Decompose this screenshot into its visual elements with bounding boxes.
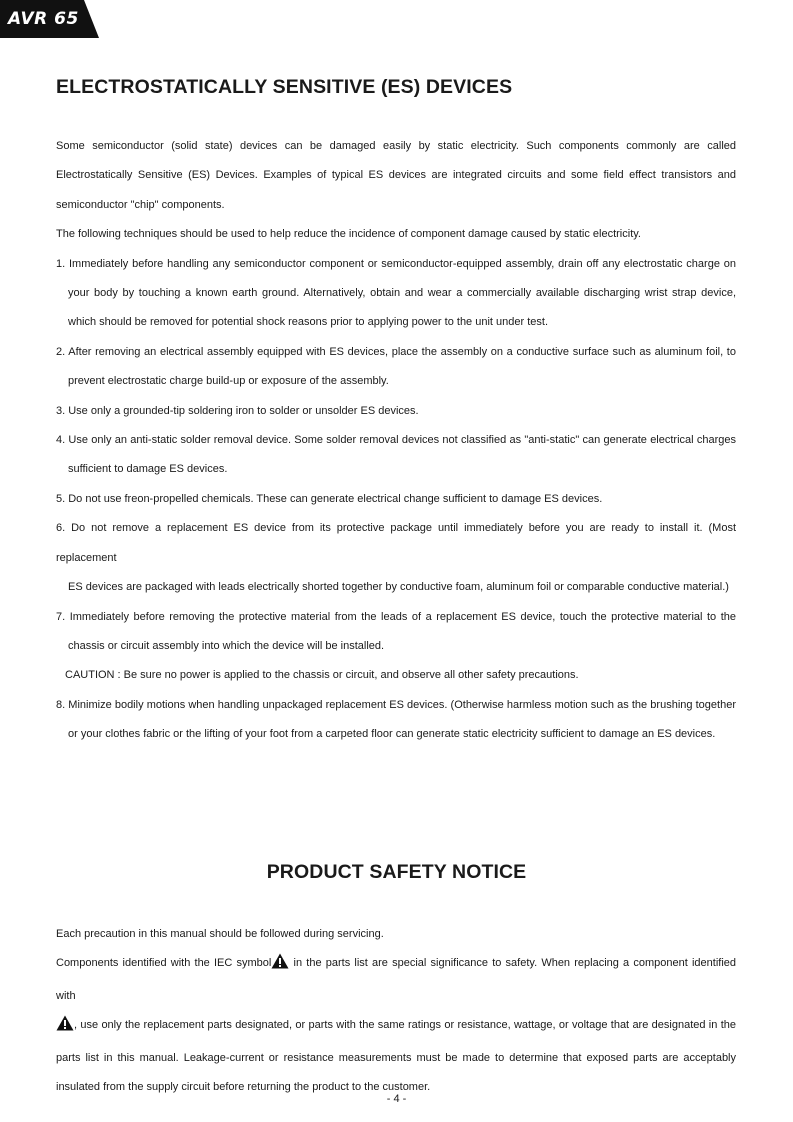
list-item-line: 3. Use only a grounded-tip soldering iron to solder or unsolder ES devices. bbox=[56, 404, 419, 417]
safety-section-title: PRODUCT SAFETY NOTICE bbox=[266, 861, 527, 883]
warning-triangle-icon bbox=[56, 1014, 74, 1043]
list-item-line: ES devices are packaged with leads electrically shorted together by conductive foam, aluminum foil or comparable conductive material.) bbox=[68, 581, 729, 594]
list-item bbox=[56, 485, 736, 514]
safety-line-text: Components identified with the IEC symbol bbox=[56, 957, 272, 970]
list-item-line: or your clothes fabric or the lifting of your foot from a carpeted floor can generate static electricity sufficient to damage an ES devices. bbox=[68, 728, 716, 741]
safety-line: Each precaution in this manual should be followed during servicing. bbox=[56, 928, 384, 940]
intro-line: Some semiconductor (solid state) devices can be damaged easily by static electricity. Such components commonly are called bbox=[56, 140, 736, 152]
model-label: AVR 65 bbox=[8, 9, 79, 29]
list-item bbox=[56, 603, 736, 662]
safety-line-text: in the parts list are special significance to safety. When replacing a component identified with bbox=[56, 957, 736, 1002]
list-item-line: prevent electrostatic charge build-up or exposure of the assembly. bbox=[68, 375, 389, 388]
list-item bbox=[56, 691, 736, 750]
list-item bbox=[56, 426, 736, 485]
intro-line: The following techniques should be used to help reduce the incidence of component damage caused by static electricity. bbox=[56, 228, 641, 241]
list-item bbox=[56, 514, 736, 602]
list-item-line: 5. Do not use freon-propelled chemicals. These can generate electrical change sufficient to damage ES devices. bbox=[56, 492, 603, 505]
safety-section-body bbox=[56, 920, 736, 1102]
list-item-line: 2. After removing an electrical assembly equipped with ES devices, place the assembly on a conductive surface such as aluminum foil, to bbox=[56, 345, 736, 358]
list-item-line: 1. Immediately before handling any semiconductor component or semiconductor-equipped assembly, drain off any electrostatic charge on bbox=[56, 257, 736, 270]
safety-line bbox=[56, 1011, 736, 1043]
caution-note: CAUTION : Be sure no power is applied to the chassis or circuit, and observe all other safety precautions. bbox=[65, 669, 579, 682]
safety-line: parts list in this manual. Leakage-current or resistance measurements must be made to determine that exposed parts are acceptably bbox=[56, 1051, 736, 1064]
safety-line-text: , use only the replacement parts designated, or parts with the same ratings or resistance, wattage, or voltage that are designated in the bbox=[74, 1019, 736, 1032]
list-item bbox=[56, 250, 736, 338]
model-tab bbox=[0, 0, 99, 38]
list-item bbox=[56, 338, 736, 397]
list-item bbox=[56, 397, 736, 426]
list-item-line: 4. Use only an anti-static solder removal device. Some solder removal devices not classified as "anti-static" can generate electrical charges bbox=[56, 434, 736, 447]
es-section-title: ELECTROSTATICALLY SENSITIVE (ES) DEVICES bbox=[56, 76, 513, 98]
list-item-line: your body by touching a known earth ground. Alternatively, obtain and wear a commercially available discharging wrist strap device, bbox=[68, 287, 736, 300]
list-item-line: 6. Do not remove a replacement ES device from its protective package until immediately before you are ready to install it. (Most replacement bbox=[56, 522, 736, 564]
warning-triangle-icon bbox=[271, 952, 289, 981]
es-section-body bbox=[56, 132, 736, 750]
intro-line: Electrostatically Sensitive (ES) Devices. Examples of typical ES devices are integrated circuits and some field effect transistors and bbox=[56, 169, 736, 182]
page-number: - 4 - bbox=[386, 1093, 407, 1105]
safety-line bbox=[56, 949, 736, 1011]
safety-line: insulated from the supply circuit before returning the product to the customer. bbox=[56, 1081, 431, 1094]
list-item-line: chassis or circuit assembly into which the device will be installed. bbox=[68, 639, 385, 652]
list-item-line: 7. Immediately before removing the protective material from the leads of a replacement ES device, touch the protective material to the bbox=[56, 610, 736, 623]
intro-line: semiconductor "chip" components. bbox=[56, 198, 225, 211]
list-item-line: which should be removed for potential shock reasons prior to applying power to the unit under test. bbox=[68, 316, 548, 329]
list-item-line: sufficient to damage ES devices. bbox=[68, 463, 228, 476]
list-item-line: 8. Minimize bodily motions when handling unpackaged replacement ES devices. (Otherwise harmless motion such as the brushing together bbox=[56, 698, 736, 711]
